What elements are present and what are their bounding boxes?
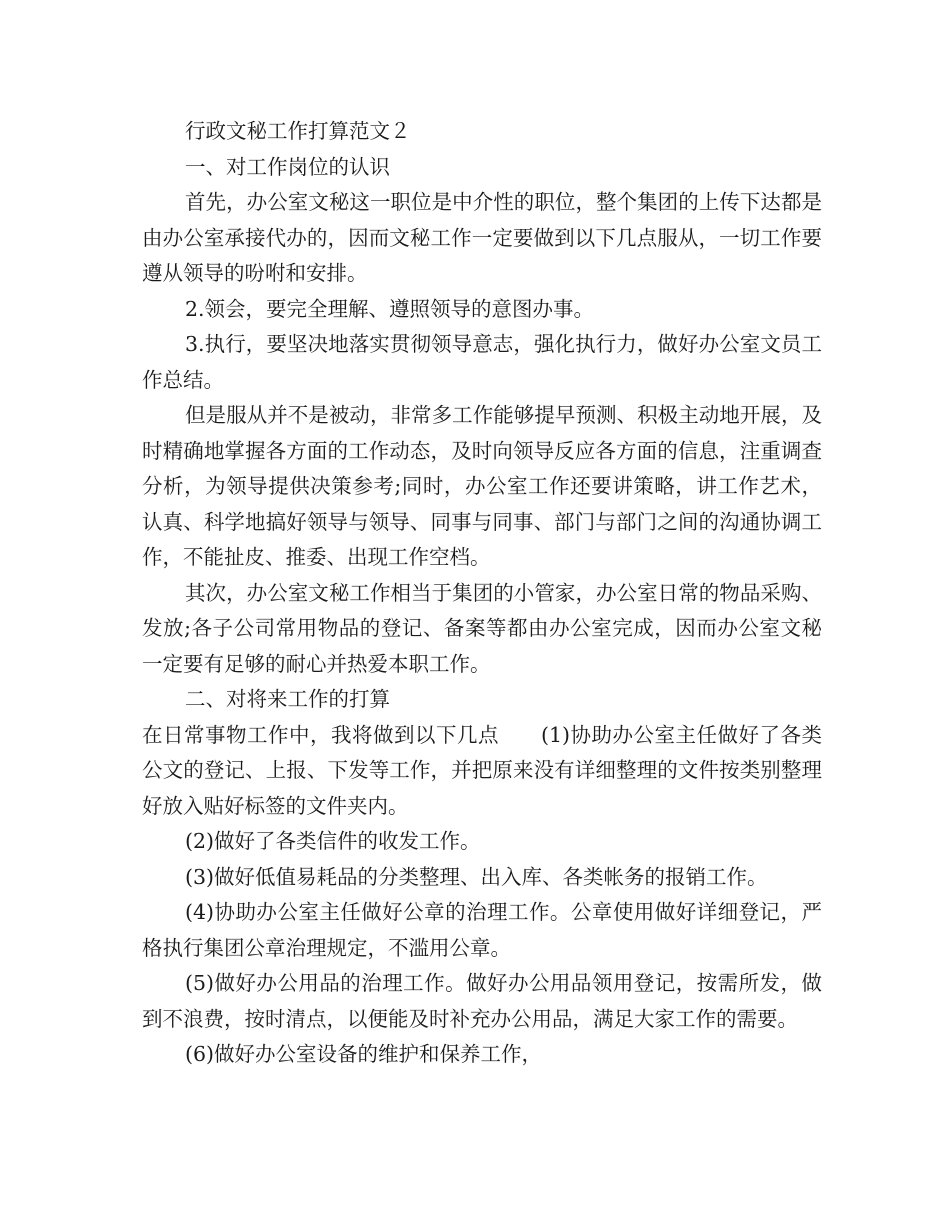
- list-item: (3)做好低值易耗品的分类整理、出入库、各类帐务的报销工作。: [185, 864, 768, 889]
- paragraph: 首先，办公室文秘这一职位是中介性的职位，整个集团的上传下达都是由办公室承接代办的，因而文秘工作一定要做到以下几点服从，一切工作要遵从领导的吩咐和安排。: [142, 190, 822, 285]
- section-heading-1: 一、对工作岗位的认识: [185, 154, 390, 179]
- list-item: (6)做好办公室设备的维护和保养工作，: [185, 1042, 543, 1066]
- paragraph: 2.领会，要完全理解、遵照领导的意图办事。: [185, 296, 595, 321]
- list-item: (5)做好办公用品的治理工作。做好办公用品领用登记，按需所发，做到不浪费，按时清点，以便能及时补充办公用品，满足大家工作的需要。: [142, 971, 822, 1031]
- list-item: (4)协助办公室主任做好公章的治理工作。公章使用做好详细登记，严格执行集团公章治理规定，不滥用公章。: [142, 900, 822, 960]
- section-heading-2: 二、对将来工作的打算: [185, 687, 390, 711]
- paragraph: 但是服从并不是被动，非常多工作能够提早预测、积极主动地开展，及时精确地掌握各方面的工作动态，及时向领导反应各方面的信息，注重调查分析，为领导提供决策参考;同时，办公室工作还要讲策略，讲工作艺术，认真、科学地搞好领导与领导、同事与同事、部门与部门之间的沟通协调工作，不能扯皮、推委、出现工作空档。: [142, 403, 822, 569]
- paragraph: 3.执行，要坚决地落实贯彻领导意志，强化执行力，做好办公室文员工作总结。: [142, 332, 822, 392]
- document-title: 行政文秘工作打算范文２: [185, 119, 411, 143]
- paragraph: 在日常事物工作中，我将做到以下几点 (1)协助办公室主任做好了各类公文的登记、上报、下发等工作，并把原来没有详细整理的文件按类别整理好放入贴好标签的文件夹内。: [142, 722, 822, 818]
- list-item: (2)做好了各类信件的收发工作。: [185, 829, 481, 853]
- document-body: [142, 114, 822, 1073]
- paragraph: 其次，办公室文秘工作相当于集团的小管家，办公室日常的物品采购、发放;各子公司常用物品的登记、备案等都由办公室完成，因而办公室文秘一定要有足够的耐心并热爱本职工作。: [142, 580, 822, 676]
